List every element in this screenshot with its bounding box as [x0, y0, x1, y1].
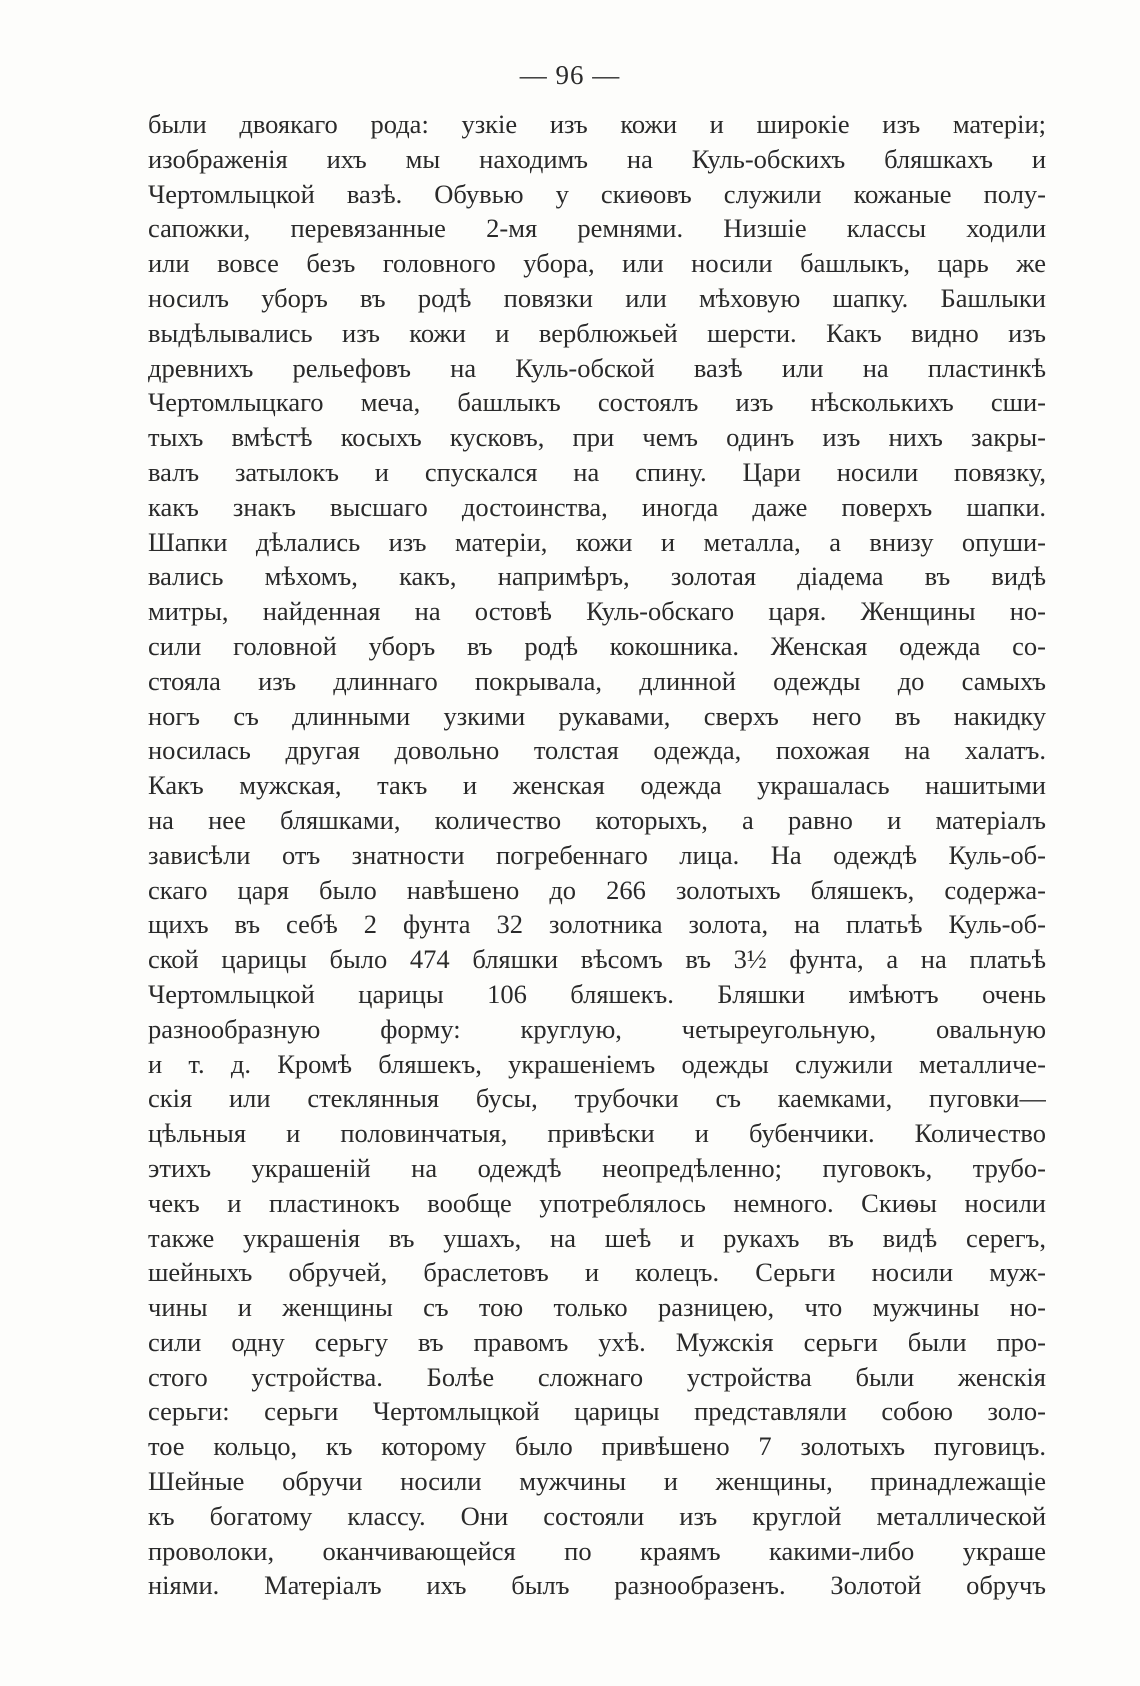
- text-line: носилась другая довольно толстая одежда, похожая на халатъ.: [148, 735, 1046, 766]
- text-line: выдѣлывались изъ кожи и верблюжьей шерсти. Какъ видно изъ: [148, 317, 1046, 348]
- text-line: были двоякаго рода: узкіе изъ кожи и широкіе изъ матеріи;: [148, 109, 1046, 139]
- text-line: Шейные обручи носили мужчины и женщины, принадлежащіе: [148, 1466, 1046, 1497]
- text-line: Чертомлыцкой вазѣ. Обувью у скиѳовъ служили кожаные полу-: [148, 178, 1046, 209]
- text-line: тыхъ вмѣстѣ косыхъ кусковъ, при чемъ одинъ изъ нихъ закры-: [148, 422, 1046, 453]
- text-line: къ богатому классу. Они состояли изъ круглой металлической: [148, 1500, 1046, 1531]
- text-line: стого устройства. Болѣе сложнаго устройства были женскія: [148, 1361, 1046, 1392]
- text-line: Чертомлыцкой царицы 106 бляшекъ. Бляшки имѣютъ очень: [148, 978, 1046, 1009]
- text-line: какъ знакъ высшаго достоинства, иногда даже поверхъ шапки.: [148, 491, 1046, 522]
- text-line: скія или стеклянныя бусы, трубочки съ каемками, пуговки—: [148, 1083, 1046, 1114]
- text-line: изображенія ихъ мы находимъ на Куль-обскихъ бляшкахъ и: [148, 143, 1046, 174]
- text-line: или вовсе безъ головного убора, или носили башлыкъ, царь же: [148, 248, 1046, 279]
- text-line: валъ затылокъ и спускался на спину. Цари носили повязку,: [148, 456, 1046, 487]
- text-line: зависѣли отъ знатности погребеннаго лица. На одеждѣ Куль-об-: [148, 839, 1046, 870]
- text-line: вались мѣхомъ, какъ, напримѣръ, золотая діадема въ видѣ: [148, 561, 1046, 592]
- text-line: ской царицы было 474 бляшки вѣсомъ въ 3½ фунта, а на платьѣ: [148, 944, 1046, 975]
- text-line: проволоки, оканчивающейся по краямъ какими-либо украше: [148, 1535, 1046, 1566]
- text-line: разнообразную форму: круглую, четыреугольную, овальную: [148, 1013, 1046, 1044]
- text-line: стояла изъ длиннаго покрывала, длинной одежды до самыхъ: [148, 665, 1046, 696]
- text-line: и т. д. Кромѣ бляшекъ, украшеніемъ одежды служили металличе-: [148, 1048, 1046, 1079]
- text-line: Какъ мужская, такъ и женская одежда украшалась нашитыми: [148, 770, 1046, 801]
- text-line: цѣльныя и половинчатыя, привѣски и бубенчики. Количество: [148, 1118, 1046, 1149]
- text-line: носилъ уборъ въ родѣ повязки или мѣховую шапку. Башлыки: [148, 282, 1046, 313]
- text-line: этихъ украшеній на одеждѣ неопредѣленно; пуговокъ, трубо-: [148, 1152, 1046, 1183]
- text-line: шейныхъ обручей, браслетовъ и колецъ. Серьги носили муж-: [148, 1257, 1046, 1288]
- text-line: сили одну серьгу въ правомъ ухѣ. Мужскія серьги были про-: [148, 1326, 1046, 1357]
- text-line: чекъ и пластинокъ вообще употреблялось немного. Скиѳы носили: [148, 1187, 1046, 1218]
- text-line: ніями. Матеріалъ ихъ былъ разнообразенъ. Золотой обручъ: [148, 1570, 1046, 1601]
- text-line: тое кольцо, къ которому было привѣшено 7 золотыхъ пуговицъ.: [148, 1431, 1046, 1462]
- text-line: скаго царя было навѣшено до 266 золотыхъ бляшекъ, содержа-: [148, 874, 1046, 905]
- text-line: сили головной уборъ въ родѣ кокошника. Женская одежда со-: [148, 630, 1046, 661]
- text-line: древнихъ рельефовъ на Куль-обской вазѣ или на пластинкѣ: [148, 352, 1046, 383]
- text-line: Шапки дѣлались изъ матеріи, кожи и металла, а внизу опуши-: [148, 526, 1046, 557]
- text-line: чины и женщины съ тою только разницею, что мужчины но-: [148, 1292, 1046, 1323]
- page-number: — 96 —: [519, 60, 621, 90]
- text-line: щихъ въ себѣ 2 фунта 32 золотника золота, на платьѣ Куль-об-: [148, 909, 1046, 940]
- text-line: Чертомлыцкаго меча, башлыкъ состоялъ изъ нѣсколькихъ сши-: [148, 387, 1046, 418]
- text-line: сапожки, перевязанные 2-мя ремнями. Низшіе классы ходили: [148, 213, 1046, 244]
- text-line: ногъ съ длинными узкими рукавами, сверхъ него въ накидку: [148, 700, 1046, 731]
- text-line: митры, найденная на остовѣ Куль-обскаго царя. Женщины но-: [148, 596, 1046, 627]
- text-line: также украшенія въ ушахъ, на шеѣ и рукахъ въ видѣ серегъ,: [148, 1222, 1046, 1253]
- text-line: серьги: серьги Чертомлыцкой царицы представляли собою золо-: [148, 1396, 1046, 1427]
- body-text: [148, 107, 1046, 1603]
- text-line: на нее бляшками, количество которыхъ, а равно и матеріалъ: [148, 804, 1046, 835]
